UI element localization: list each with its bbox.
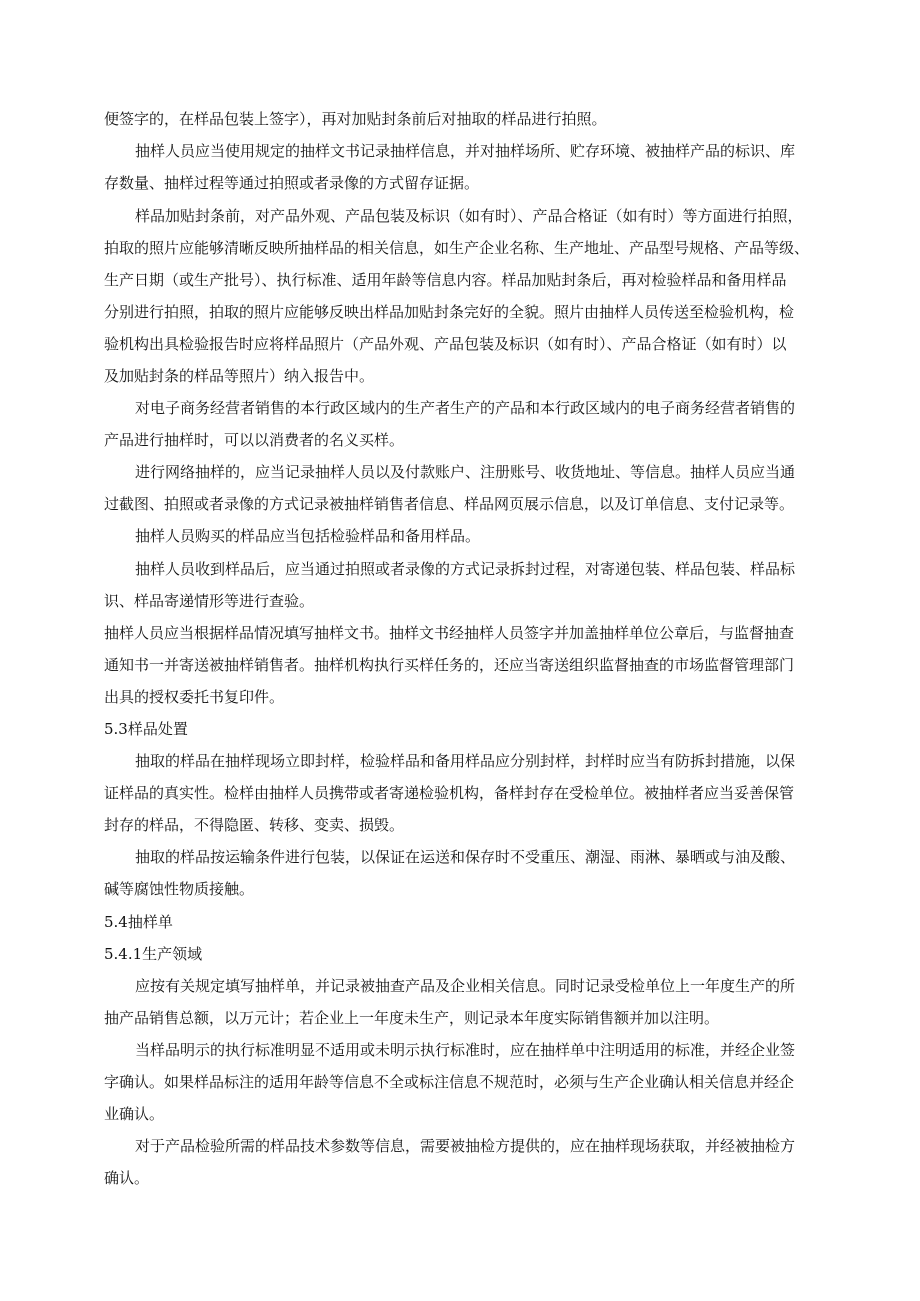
text-line: 进行网络抽样的，应当记录抽样人员以及付款账户、注册账号、收货地址、等信息。抽样人员应当通 xyxy=(135,463,796,481)
text-line: 生产日期（或生产批号）、执行标准、适用年龄等信息内容。样品加贴封条后，再对检验样品和备用样品 xyxy=(104,271,787,289)
text-line: 应按有关规定填写抽样单，并记录被抽查产品及企业相关信息。同时记录受检单位上一年度生产的所 xyxy=(135,977,796,995)
section-heading: 5.4抽样单 xyxy=(104,913,173,931)
text-line: 抽样人员购买的样品应当包括检验样品和备用样品。 xyxy=(135,527,481,545)
text-line: 碱等腐蚀性物质接触。 xyxy=(104,880,255,898)
text-line: 确认。 xyxy=(104,1169,150,1187)
text-line: 封存的样品，不得隐匿、转移、变卖、损毁。 xyxy=(104,816,405,834)
text-line: 抽样人员应当根据样品情况填写抽样文书。抽样文书经抽样人员签字并加盖抽样单位公章后，与监督抽查 xyxy=(104,624,795,642)
text-line: 存数量、抽样过程等通过拍照或者录像的方式留存证据。 xyxy=(104,174,480,192)
text-line: 抽样人员应当使用规定的抽样文书记录抽样信息，并对抽样场所、贮存环境、被抽样产品的标识、库 xyxy=(135,142,796,160)
text-line: 便签字的，在样品包装上签字），再对加贴封条前后对抽取的样品进行拍照。 xyxy=(104,110,607,128)
text-line: 抽产品销售总额，以万元计；若企业上一年度未生产，则记录本年度实际销售额并加以注明。 xyxy=(104,1009,720,1027)
text-line: 及加贴封条的样品等照片）纳入报告中。 xyxy=(104,367,375,385)
text-line: 对电子商务经营者销售的本行政区域内的生产者生产的产品和本行政区域内的电子商务经营者销售的 xyxy=(135,399,796,417)
text-line: 识、样品寄递情形等进行查验。 xyxy=(104,592,315,610)
text-line: 对于产品检验所需的样品技术参数等信息，需要被抽检方提供的，应在抽样现场获取，并经被抽检方 xyxy=(135,1137,796,1155)
text-line: 字确认。如果样品标注的适用年龄等信息不全或标注信息不规范时，必须与生产企业确认相关信息并经企 xyxy=(104,1073,795,1091)
text-line: 产品进行抽样时，可以以消费者的名义买样。 xyxy=(104,431,405,449)
subsection-heading: 5.4.1生产领域 xyxy=(104,945,203,963)
text-line: 当样品明示的执行标准明显不适用或未明示执行标准时，应在抽样单中注明适用的标准，并经企业签 xyxy=(135,1041,796,1059)
text-line: 业确认。 xyxy=(104,1105,165,1123)
text-line: 过截图、拍照或者录像的方式记录被抽样销售者信息、样品网页展示信息，以及订单信息、支付记录等。 xyxy=(104,495,795,513)
text-line: 抽取的样品在抽样现场立即封样，检验样品和备用样品应分别封样，封样时应当有防拆封措施，以保 xyxy=(135,752,796,770)
text-line: 通知书一并寄送被抽样销售者。抽样机构执行买样任务的，还应当寄送组织监督抽查的市场监督管理部门 xyxy=(104,656,795,674)
text-line: 抽取的样品按运输条件进行包装，以保证在运送和保存时不受重压、潮湿、雨淋、暴晒或与油及酸、 xyxy=(135,848,796,866)
text-line: 样品加贴封条前，对产品外观、产品包装及标识（如有时）、产品合格证（如有时）等方面进行拍照， xyxy=(135,207,803,225)
section-heading: 5.3样品处置 xyxy=(104,720,188,738)
text-line: 出具的授权委托书复印件。 xyxy=(104,688,285,706)
text-line: 抽样人员收到样品后，应当通过拍照或者录像的方式记录拆封过程，对寄递包装、样品包装、样品标 xyxy=(135,560,796,578)
text-line: 证样品的真实性。检样由抽样人员携带或者寄递检验机构，备样封存在受检单位。被抽样者应当妥善保管 xyxy=(104,784,795,802)
text-line: 拍取的照片应能够清晰反映所抽样品的相关信息，如生产企业名称、生产地址、产品型号规格、产品等级、 xyxy=(104,239,810,257)
text-line: 验机构出具检验报告时应将样品照片（产品外观、产品包装及标识（如有时）、产品合格证（如有时）以 xyxy=(104,335,787,353)
text-line: 分别进行拍照，拍取的照片应能够反映出样品加贴封条完好的全貌。照片由抽样人员传送至检验机构，检 xyxy=(104,303,795,321)
